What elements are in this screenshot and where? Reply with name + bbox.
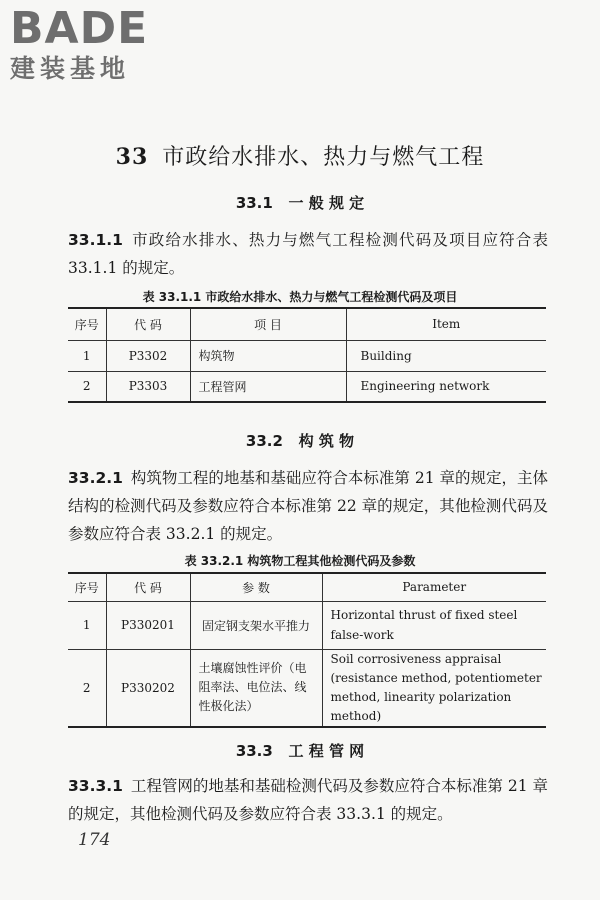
header-cell: Parameter (322, 573, 546, 601)
table-33-2-1 (68, 572, 546, 728)
header-cell: 代 码 (106, 573, 190, 601)
cell-param-en: Soil corrosiveness appraisal (resistance method, potentiometer method, linearity polarization method) (322, 649, 546, 727)
table-caption-33-2-1: 表 33.2.1 构筑物工程其他检测代码及参数 (184, 554, 416, 568)
cell-index: 2 (68, 649, 106, 727)
table-33-1-1 (68, 307, 546, 403)
clause-number: 33.1.1 (68, 231, 123, 249)
page-number: 174 (78, 830, 111, 850)
header-cell: 序号 (68, 308, 106, 340)
header-cell: 项 目 (190, 308, 346, 340)
table-header-row (68, 308, 546, 340)
cell-index: 1 (68, 340, 106, 371)
cell-index: 1 (68, 601, 106, 649)
cell-index: 2 (68, 371, 106, 402)
clause-33-1-1 (68, 226, 548, 282)
clause-text: 工程管网的地基和基础检测代码及参数应符合本标准第 21 章的规定，其他检测代码及参数应符合表 33.3.1 的规定。 (68, 777, 549, 823)
header-cell: 序号 (68, 573, 106, 601)
chapter-title-text: 市政给水排水、热力与燃气工程 (162, 145, 485, 170)
table-header-row (68, 573, 546, 601)
cell-param-en: Horizontal thrust of fixed steel false-work (322, 601, 546, 649)
table-row (68, 371, 546, 402)
section-heading-33-3: 33.3 工 程 管 网 (235, 742, 365, 760)
cell-item-en: Building (346, 340, 546, 371)
header-cell: Item (346, 308, 546, 340)
table-row (68, 340, 546, 371)
cell-item-cn: 工程管网 (190, 371, 346, 402)
header-cell: 代 码 (106, 308, 190, 340)
logo-subtitle: 建装基地 (10, 54, 131, 83)
clause-33-3-1 (68, 772, 548, 828)
chapter-title (0, 140, 600, 171)
logo (10, 3, 149, 84)
cell-code: P330202 (106, 649, 190, 727)
cell-item-cn: 构筑物 (190, 340, 346, 371)
cell-code: P3303 (106, 371, 190, 402)
cell-code: P3302 (106, 340, 190, 371)
section-heading-33-2: 33.2 构 筑 物 (245, 432, 355, 450)
table-caption-33-1-1: 表 33.1.1 市政给水排水、热力与燃气工程检测代码及项目 (142, 290, 458, 304)
cell-param-cn: 土壤腐蚀性评价（电阻率法、电位法、线性极化法） (190, 649, 322, 727)
header-cell: 参 数 (190, 573, 322, 601)
logo-wordmark: BADE (10, 3, 149, 54)
cell-code: P330201 (106, 601, 190, 649)
clause-number: 33.2.1 (68, 469, 123, 487)
section-heading-33-1: 33.1 一 般 规 定 (235, 194, 365, 212)
cell-param-cn: 固定钢支架水平推力 (190, 601, 322, 649)
clause-number: 33.3.1 (68, 777, 123, 795)
clause-33-2-1 (68, 464, 548, 548)
clause-text: 构筑物工程的地基和基础应符合本标准第 21 章的规定，主体结构的检测代码及参数应符合本标准第 22 章的规定，其他检测代码及参数应符合表 33.2.1 的规定。 (68, 469, 549, 543)
table-row (68, 601, 546, 649)
clause-text: 市政给水排水、热力与燃气工程检测代码及项目应符合表 33.1.1 的规定。 (68, 231, 548, 277)
chapter-number: 33 (115, 144, 149, 170)
cell-item-en: Engineering network (346, 371, 546, 402)
table-row (68, 649, 546, 727)
